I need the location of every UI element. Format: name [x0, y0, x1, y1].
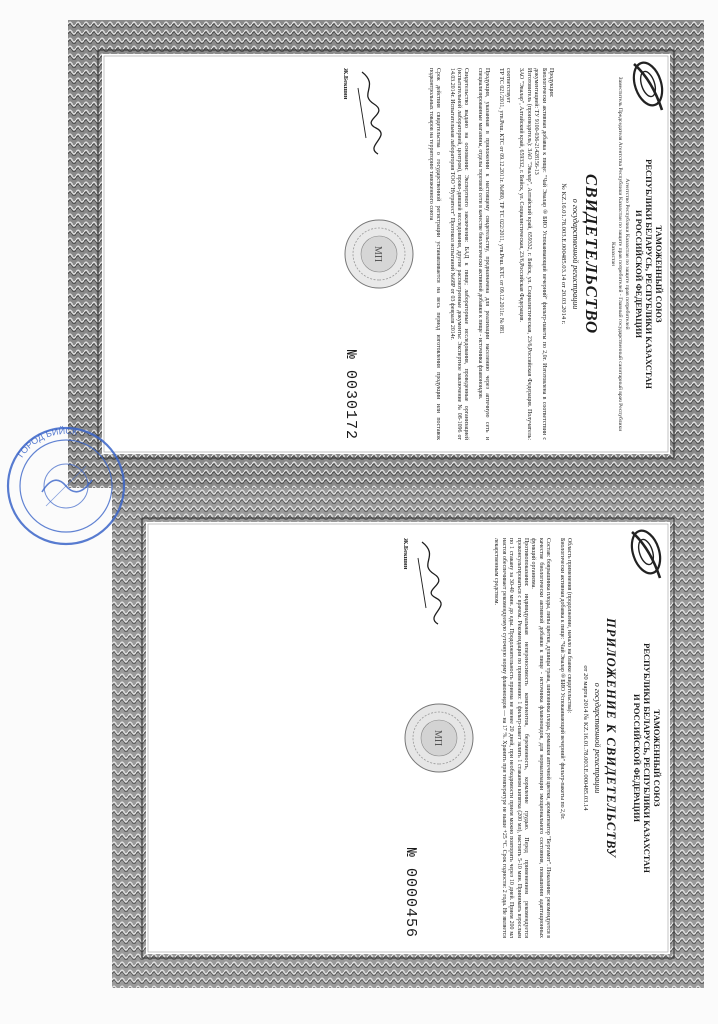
- certificate-content: [102, 54, 670, 454]
- compliance-statement: соответствует ТР ТС 021/2011, утв.Реш. КТС от 09.12.2011г. №880, ТР ТС 022/2011, утв.Реш. КТС от 09.12.2011г. № 881: [497, 68, 511, 334]
- union-title: ТАМОЖЕННЫЙ СОЮЗ РЕСПУБЛИКИ БЕЛАРУСЬ, РЕСПУБЛИКИ КАЗАХСТАН И РОССИЙСКОЙ ФЕДЕРАЦИИ: [632, 643, 662, 873]
- product-composition: Состав: боярышника плоды, липы цветки, душицы трава, шиповника плоды, ромашки аптечной цветки, ароматизатор "Бергамот". Показания: рекомендуется в качестве биологически активной добавки к пище - источника флавоноидов, для нормализации эмоционального состояния, повышения адаптационных функций организма. Противопоказания: индивидуальная непереносимость компонентов, беременность, кормление грудью. Перед применением рекомендуется проконсультироваться с врачом. Рекомендации по применению: 1 фильтр-пакет залить 1 стаканом кипятка (200 мл), настоять 5-10 мин. Принимать взрослым по 1 стакану за 30-40 мин. до еды. Продолжительность приема не менее 20 дней, при необходимости прием можно повторить через 10 дней. Прием 200 мл настоя обеспечивает рекомендуемую суточную норму флавоноидов — на 17 %. Хранить при температуре не выше +25 °C. Срок годности: 2 года. Не является лекарственным средством.: [493, 538, 552, 938]
- appendix-title: ПРИЛОЖЕНИЕ К СВИДЕТЕЛЬСТВУ: [604, 618, 618, 858]
- customs-union-logo-icon: [628, 56, 668, 114]
- company-stamp-icon: [2, 422, 130, 550]
- registration-number: № KZ.16.01.78.003.E.000485.03.14 от 20.03.2014 г.: [560, 183, 567, 325]
- signer-name: Ж.Бекшин: [342, 68, 350, 100]
- registration-certificate: [68, 20, 704, 488]
- customs-union-logo-icon: [626, 524, 666, 582]
- signature-icon: [414, 538, 444, 628]
- certificate-title: СВИДЕТЕЛЬСТВО: [582, 173, 601, 335]
- appendix-subtitle: о государственной регистрации: [593, 682, 602, 794]
- scope-of-application: Область применения (продолжение, начало на бланке свидетельства): Биологически активная добавка к пище: "Чай Эвалар ® БИО Успокаивающий вечерний" фильтр-пакеты по 2,0г.: [558, 538, 572, 820]
- validity-statement: Срок действия свидетельства о государственной регистрации устанавливается на весь период изготовления продукции или поставок подконтрольных товаров на территорию таможенного союза: [427, 68, 442, 440]
- certificate-appendix: [112, 488, 704, 988]
- signature-row: [402, 538, 476, 938]
- usage-statement: Продукция, указанная в приложении к настоящему свидетельству, предназначена для реализации населению через аптечную сеть и специализированные магазины, отделы торговой сети в качестве биологически активной добавки к пище - источника флавоноидов.: [476, 68, 491, 440]
- official-seal-icon: [402, 701, 476, 775]
- signature-icon: [354, 68, 384, 158]
- stamp-text: ГОРОД БИЙСК: [15, 425, 79, 460]
- appendix-serial: № 0000456: [401, 847, 419, 938]
- basis-statement: Свидетельство выдано на основании: Экспертного заключения: БАД к пище; лабораторные исследования, проведенные организацией (испытательной лабораторией, центром), прово-дившей исследования, другие рассмотренные документы: Экспертное заключение № 08-1096 от 14.03.2014г. Испытательная лаборатория ТОО "Нутритест" Протокол испытаний №68Р от 03 февраля 2014г.: [448, 68, 470, 440]
- appendix-content: [148, 522, 668, 954]
- seal-label: МП: [431, 729, 443, 747]
- appendix-number: от 20 марта 2014 № KZ.16.01.78.003.E.000485.03.14: [582, 665, 589, 811]
- certificate-subtitle: о государственной регистрации: [571, 198, 580, 310]
- svg-text:ГОРОД БИЙСК: [15, 425, 78, 459]
- issuing-authority: Агентство Республики Казахстан по защите прав потребителей Заместитель Председателя Агентства Республики Казахстан по защите прав потребителей - Главный государственный санитарный врач Республики Казахстан: [610, 76, 630, 432]
- product-description: Продукция: Биологически активная добавка к пище: "Чай Эвалар ® БИО Успокаивающий вечерний" фильтр-пакеты по 2,0г. Изготовлена в соответствии с документацией: ТУ 9100-036-21428156-13 Изготовитель (производитель): ЗАО "Эвалар", Алтайский край, 659332, г. Бийск, ул. Социалистическая, 23/6,Российская Федерация. Получатель: ЗАО "Эвалар", Алтайский край, 659332, г. Бийск, ул. Социалистическая, 23/6,Российская Федерация.: [518, 68, 554, 440]
- signer-name: Ж.Бекшин: [401, 538, 409, 570]
- union-title: ТАМОЖЕННЫЙ СОЮЗ РЕСПУБЛИКИ БЕЛАРУСЬ, РЕСПУБЛИКИ КАЗАХСТАН И РОССИЙСКОЙ ФЕДЕРАЦИИ: [634, 159, 664, 389]
- signature-row: [342, 68, 416, 440]
- official-seal-icon: [342, 217, 416, 291]
- seal-label: МП: [372, 245, 384, 263]
- certificate-serial: № 0030172: [342, 349, 360, 440]
